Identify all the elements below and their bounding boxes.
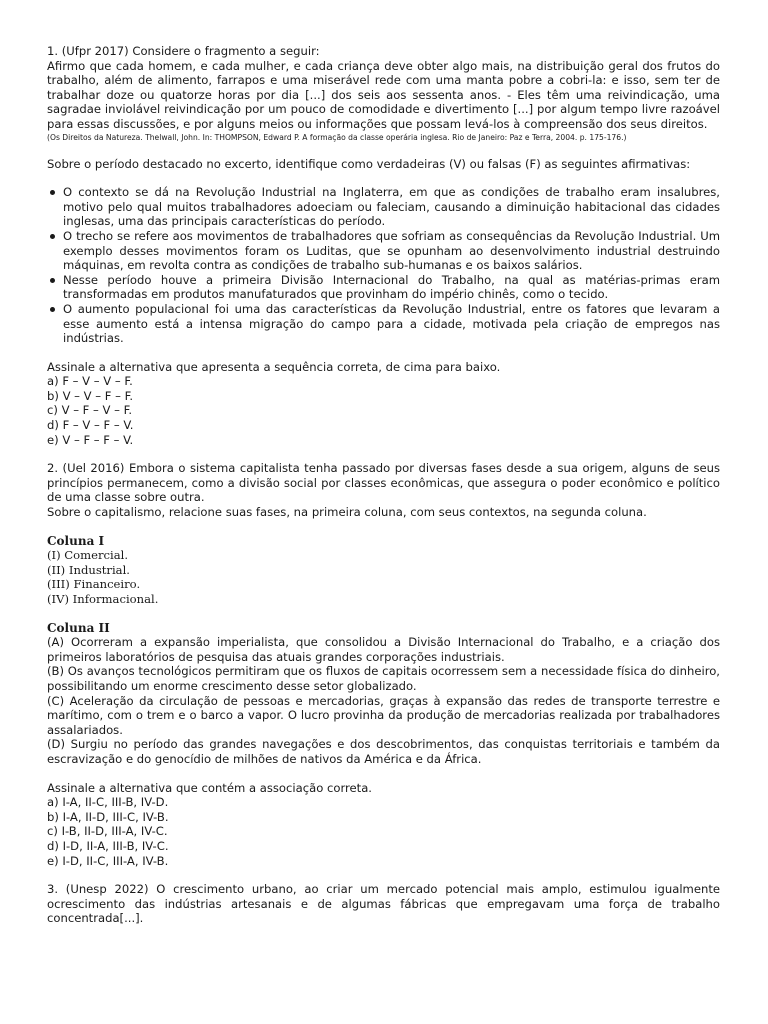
question-1-options xyxy=(47,374,720,447)
question-2-intro: 2. (Uel 2016) Embora o sistema capitalista tenha passado por diversas fases desde a sua origem, alguns de seus princípios permanecem, como a divisão social por classes econômicas, que assegura o poder econômico e político de uma classe sobre outra. xyxy=(47,461,720,505)
question-1-question: Assinale a alternativa que apresenta a sequência correta, de cima para baixo. xyxy=(47,359,501,374)
column-1-item: (III) Financeiro. xyxy=(47,577,141,592)
statement-4: O aumento populacional foi uma das características da Revolução Industrial, entre os fatores que levaram a esse aumento está a intensa migração do campo para a cidade, motivada pela criação de empregos nas indústrias. xyxy=(63,301,720,346)
question-1 xyxy=(47,44,720,447)
question-3 xyxy=(47,882,720,926)
statement-2: O trecho se refere aos movimentos de trabalhadores que sofriam as consequências da Revolução Industrial. Um exemplo desses movimentos foram os Luditas, que se opunham ao desenvolvimento industrial destruindo máquinas, em revolta contra as condições de trabalho sub-humanas e os baixos salários. xyxy=(63,228,720,273)
question-1-prompt: Sobre o período destacado no excerto, identifique como verdadeiras (V) ou falsas (F) as seguintes afirmativas: xyxy=(47,156,691,171)
column-2-item: (A) Ocorreram a expansão imperialista, que consolidou a Divisão Internacional do Trabalho, e a criação dos primeiros laboratórios de pesquisa das atuais grandes corporações industriais. xyxy=(47,635,720,664)
column-1-item: (II) Industrial. xyxy=(47,562,130,577)
column-2-item: (B) Os avanços tecnológicos permitiram que os fluxos de capitais ocorressem sem a necessidade física do dinheiro, possibilitando um enorme crescimento desse setor globalizado. xyxy=(47,664,720,693)
option-e: e) I-D, II-C, III-A, IV-B. xyxy=(47,853,169,868)
option-c: c) V – F – V – F. xyxy=(47,403,133,418)
column-2-item: (D) Surgiu no período das grandes navegações e dos descobrimentos, das conquistas territoriais e também da escravização e do genocídio de milhões de nativos da América e da África. xyxy=(47,737,720,766)
column-1-item: (I) Comercial. xyxy=(47,548,129,563)
question-2-prompt: Sobre o capitalismo, relacione suas fases, na primeira coluna, com seus contextos, na segunda coluna. xyxy=(47,505,647,520)
option-b: b) V – V – F – F. xyxy=(47,388,134,403)
column-1-item: (IV) Informacional. xyxy=(47,592,159,606)
column-2-list xyxy=(47,635,720,766)
option-a: a) I-A, II-C, III-B, IV-D. xyxy=(47,795,169,810)
question-2 xyxy=(47,461,720,868)
column-1-title: Coluna I xyxy=(47,533,105,548)
statement-3: Nesse período houve a primeira Divisão Internacional do Trabalho, na qual as matérias-primas eram transformadas em produtos manufaturados que provinham do império chinês, como o tecido. xyxy=(63,272,720,302)
option-e: e) V – F – F – V. xyxy=(47,432,134,447)
question-1-excerpt: Afirmo que cada homem, e cada mulher, e cada criança deve obter algo mais, na distribuição geral dos frutos do trabalho, além de alimento, farrapos e uma miserável rede com uma manta pobre a cobri-la: e isso, sem ter de trabalhar doze ou quatorze horas por dia [...] dos seis aos sessenta anos. - Eles têm uma reivindicação, uma sagradae inviolável reivindicação por um pouco de comodidade e divertimento [...] por algum tempo livre razoável para essas discussões, e por alguns meios ou informações que possam levá-los à compreensão dos seus direitos. xyxy=(47,58,720,131)
option-a: a) F – V – V – F. xyxy=(47,374,133,389)
question-3-intro: 3. (Unesp 2022) O crescimento urbano, ao criar um mercado potencial mais amplo, estimulou igualmente ocrescimento das indústrias artesanais e de algumas fábricas que empregavam uma força de trabalho concentrada[...]. xyxy=(47,882,720,926)
question-2-options xyxy=(47,795,720,868)
column-1-list xyxy=(47,548,720,606)
column-2-item: (C) Aceleração da circulação de pessoas e mercadorias, graças à expansão das redes de transporte terrestre e marítimo, com o trem e o barco a vapor. O lucro provinha da produção de mercadorias realizada por trabalhadores assalariados. xyxy=(47,693,720,737)
question-1-citation: (Os Direitos da Natureza. Thelwall, John. In: THOMPSON, Edward P. A formação da classe operária inglesa. Rio de Janeiro: Paz e Terra, 2004. p. 175-176.) xyxy=(47,132,627,142)
column-2-title: Coluna II xyxy=(47,620,110,635)
option-d: d) I-D, II-A, III-B, IV-C. xyxy=(47,838,169,853)
statement-1: O contexto se dá na Revolução Industrial na Inglaterra, em que as condições de trabalho eram insalubres, motivo pelo qual muitos trabalhadores adoeciam ou faleciam, causando a diminuição habitacional das cidades inglesas, uma das principais características do período. xyxy=(63,185,720,229)
option-c: c) I-B, II-D, III-A, IV-C. xyxy=(47,824,168,839)
question-1-intro: 1. (Ufpr 2017) Considere o fragmento a seguir: xyxy=(47,44,320,58)
option-d: d) F – V – F – V. xyxy=(47,418,134,433)
question-1-statements xyxy=(47,185,720,346)
question-2-question: Assinale a alternativa que contém a associação correta. xyxy=(47,780,372,795)
option-b: b) I-A, II-D, III-C, IV-B. xyxy=(47,809,169,824)
